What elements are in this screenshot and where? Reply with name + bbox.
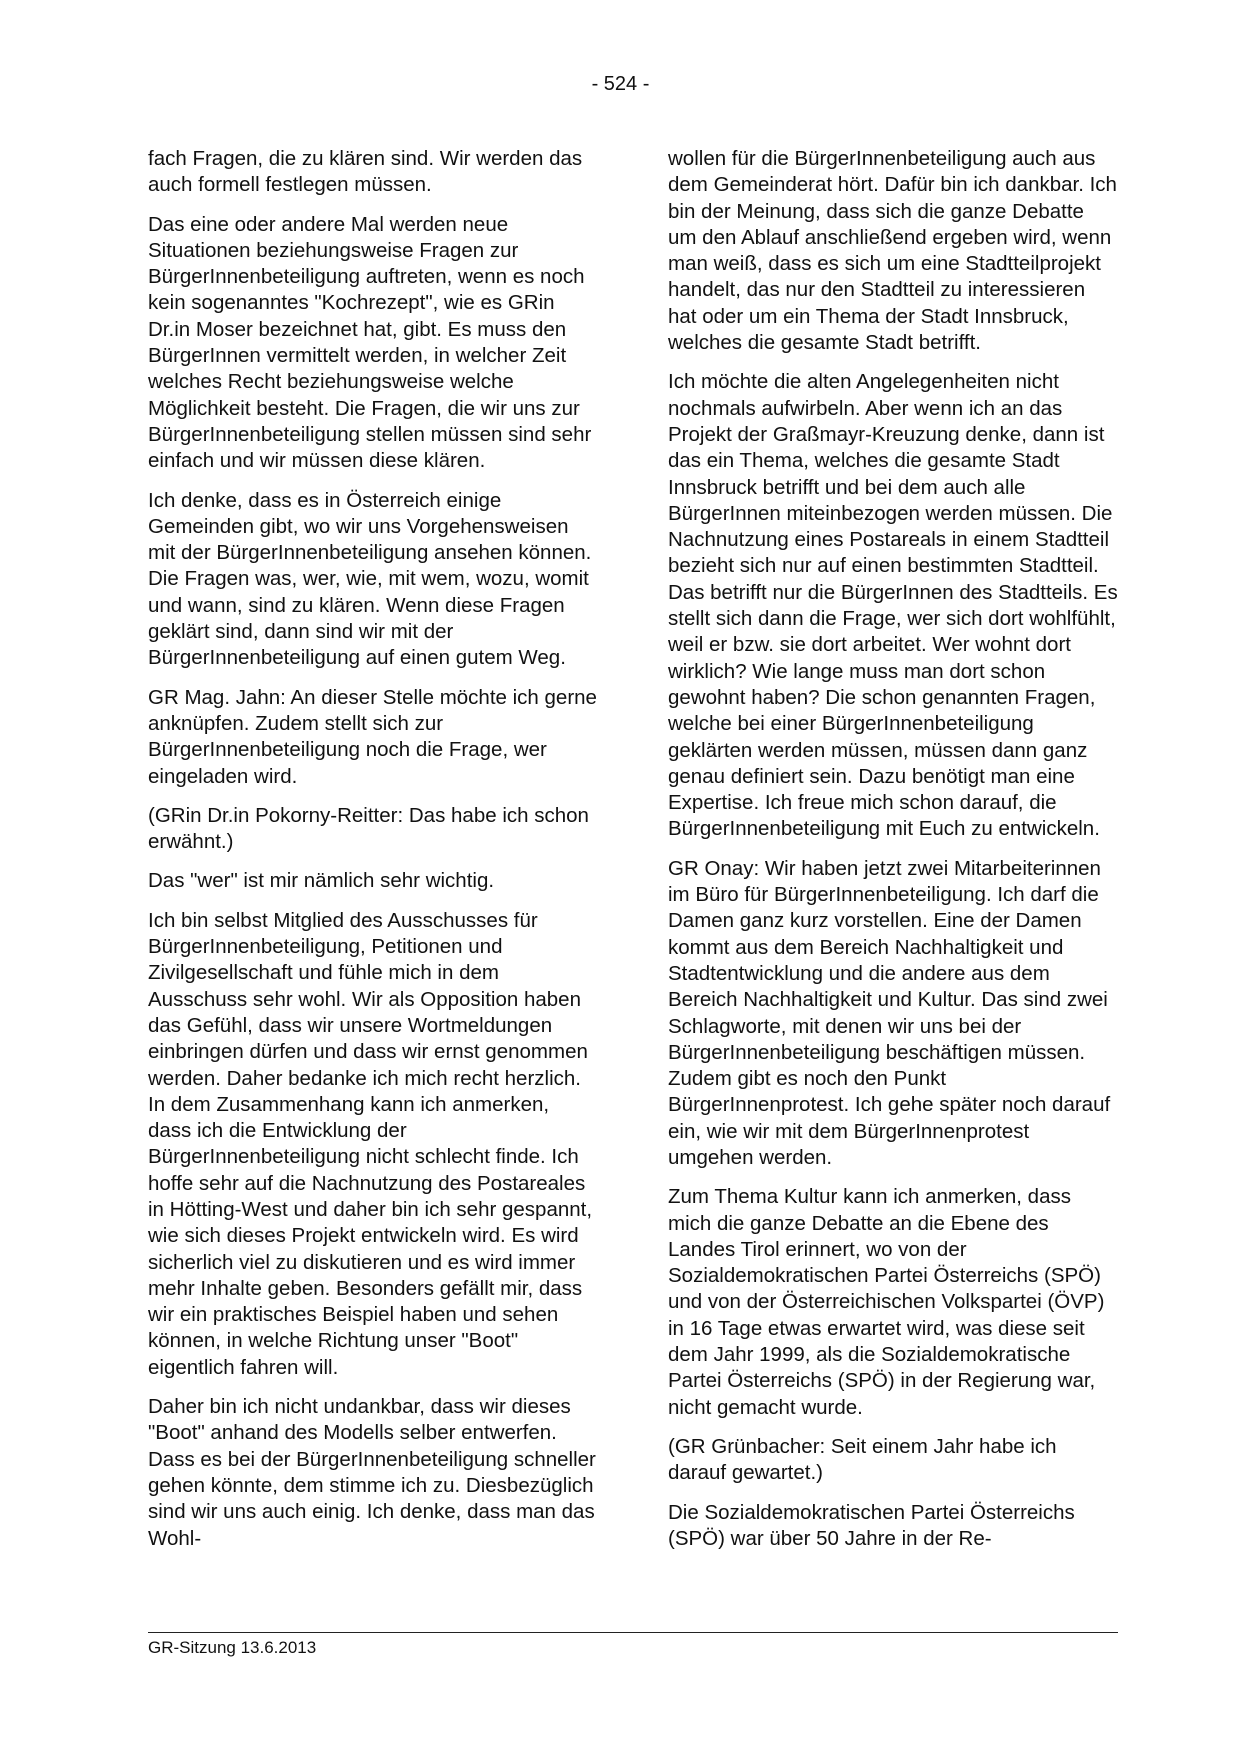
paragraph: Zum Thema Kultur kann ich anmerken, dass mich die ganze Debatte an die Ebene des Landes Tirol erinnert, wo von der Sozialdemokratischen Partei Österreichs (SPÖ) und von der Österreichischen Volkspartei (ÖVP) in 16 Tage etwas erwartet wird, was diese seit dem Jahr 1999, als die Sozialdemokratische Partei Österreichs (SPÖ) in der Regierung war, nicht gemacht wurde. — [668, 1185, 1105, 1419]
paragraph: GR Onay: Wir haben jetzt zwei Mitarbeiterinnen im Büro für BürgerInnenbeteiligung. Ich darf die Damen ganz kurz vorstellen. Eine der Damen kommt aus dem Bereich Nachhaltigkeit und Stadtentwicklung und die andere aus dem Bereich Nachhaltigkeit und Kultur. Das sind zwei Schlagworte, mit denen wir uns bei der BürgerInnenbeteiligung beschäftigen müssen. Zudem gibt es noch den Punkt BürgerInnenprotest. Ich gehe später noch darauf ein, wie wir mit dem BürgerInnenprotest umgehen werden. — [668, 856, 1111, 1169]
paragraph: (GRin Dr.in Pokorny-Reitter: Das habe ich schon erwähnt.) — [148, 803, 589, 854]
paragraph: Ich denke, dass es in Österreich einige Gemeinden gibt, wo wir uns Vorgehensweisen mit der BürgerInnenbeteiligung ansehen können. Die Fragen was, wer, wie, mit wem, wozu, womit und wann, sind zu klären. Wenn diese Fragen geklärt sind, dann sind wir mit der BürgerInnenbeteiligung auf einen gutem Weg. — [148, 488, 592, 670]
paragraph: wollen für die BürgerInnenbeteiligung auch aus dem Gemeinderat hört. Dafür bin ich dankbar. Ich bin der Meinung, dass sich die ganze Debatte um den Ablauf anschließend ergeben wird, wenn man weiß, dass es sich um eine Stadtteilprojekt handelt, das nur den Stadtteil zu interessieren hat oder um ein Thema der Stadt Innsbruck, welches die gesamte Stadt betrifft. — [668, 147, 1117, 355]
paragraph: Das "wer" ist mir nämlich sehr wichtig. — [148, 869, 495, 893]
page-number: - 524 - — [591, 73, 650, 95]
paragraph: (GR Grünbacher: Seit einem Jahr habe ich darauf gewartet.) — [668, 1434, 1057, 1485]
right-column — [668, 146, 1118, 1565]
paragraph: Die Sozialdemokratischen Partei Österreichs (SPÖ) war über 50 Jahre in der Re- — [668, 1500, 1075, 1550]
paragraph: fach Fragen, die zu klären sind. Wir werden das auch formell festlegen müssen. — [148, 147, 583, 197]
footer-session-date: GR-Sitzung 13.6.2013 — [148, 1638, 317, 1657]
paragraph: Ich möchte die alten Angelegenheiten nicht nochmals aufwirbeln. Aber wenn ich an das Projekt der Graßmayr-Kreuzung denke, dann ist das ein Thema, welches die gesamte Stadt Innsbruck betrifft und bei dem auch alle BürgerInnen miteinbezogen werden müssen. Die Nachnutzung eines Postareals in einem Stadtteil bezieht sich nur auf einen bestimmten Stadtteil. Das betrifft nur die BürgerInnen des Stadtteils. Es stellt sich dann die Frage, wer sich dort wohlfühlt, weil er bzw. sie dort arbeitet. Wer wohnt dort wirklich? Wie lange muss man dort schon gewohnt haben? Die schon genannten Fragen, welche bei einer BürgerInnenbeteiligung geklärten werden müssen, müssen dann ganz genau definiert sein. Dazu benötigt man eine Expertise. Ich freue mich schon darauf, die BürgerInnenbeteiligung mit Euch zu entwickeln. — [668, 370, 1118, 841]
footer-divider — [148, 1632, 1118, 1633]
left-column — [148, 146, 598, 1565]
paragraph: GR Mag. Jahn: An dieser Stelle möchte ich gerne anknüpfen. Zudem stellt sich zur BürgerInnenbeteiligung noch die Frage, wer eingeladen wird. — [148, 685, 597, 788]
paragraph: Das eine oder andere Mal werden neue Situationen beziehungsweise Fragen zur BürgerInnenbeteiligung auftreten, wenn es noch kein sogenanntes "Kochrezept", wie es GRin Dr.in Moser bezeichnet hat, gibt. Es muss den BürgerInnen vermittelt werden, in welcher Zeit welches Recht beziehungsweise welche Möglichkeit besteht. Die Fragen, die wir uns zur BürgerInnenbeteiligung stellen müssen sind sehr einfach und wir müssen diese klären. — [148, 212, 592, 473]
paragraph: Ich bin selbst Mitglied des Ausschusses für BürgerInnenbeteiligung, Petitionen und Zivilgesellschaft und fühle mich in dem Ausschuss sehr wohl. Wir als Opposition haben das Gefühl, dass wir unsere Wortmeldungen einbringen dürfen und dass wir ernst genommen werden. Daher bedanke ich mich recht herzlich. In dem Zusammenhang kann ich anmerken, dass ich die Entwicklung der BürgerInnenbeteiligung nicht schlecht finde. Ich hoffe sehr auf die Nachnutzung des Postareales in Hötting-West und daher bin ich sehr gespannt, wie sich dieses Projekt entwickeln wird. Es wird sicherlich viel zu diskutieren und es wird immer mehr Inhalte geben. Besonders gefällt mir, dass wir ein praktisches Beispiel haben und sehen können, in welche Richtung unser "Boot" eigentlich fahren will. — [148, 908, 593, 1379]
paragraph: Daher bin ich nicht undankbar, dass wir dieses "Boot" anhand des Modells selber entwerfen. Dass es bei der BürgerInnenbeteiligung schneller gehen könnte, dem stimme ich zu. Diesbezüglich sind wir uns auch einig. Ich denke, dass man das Wohl- — [148, 1395, 596, 1550]
